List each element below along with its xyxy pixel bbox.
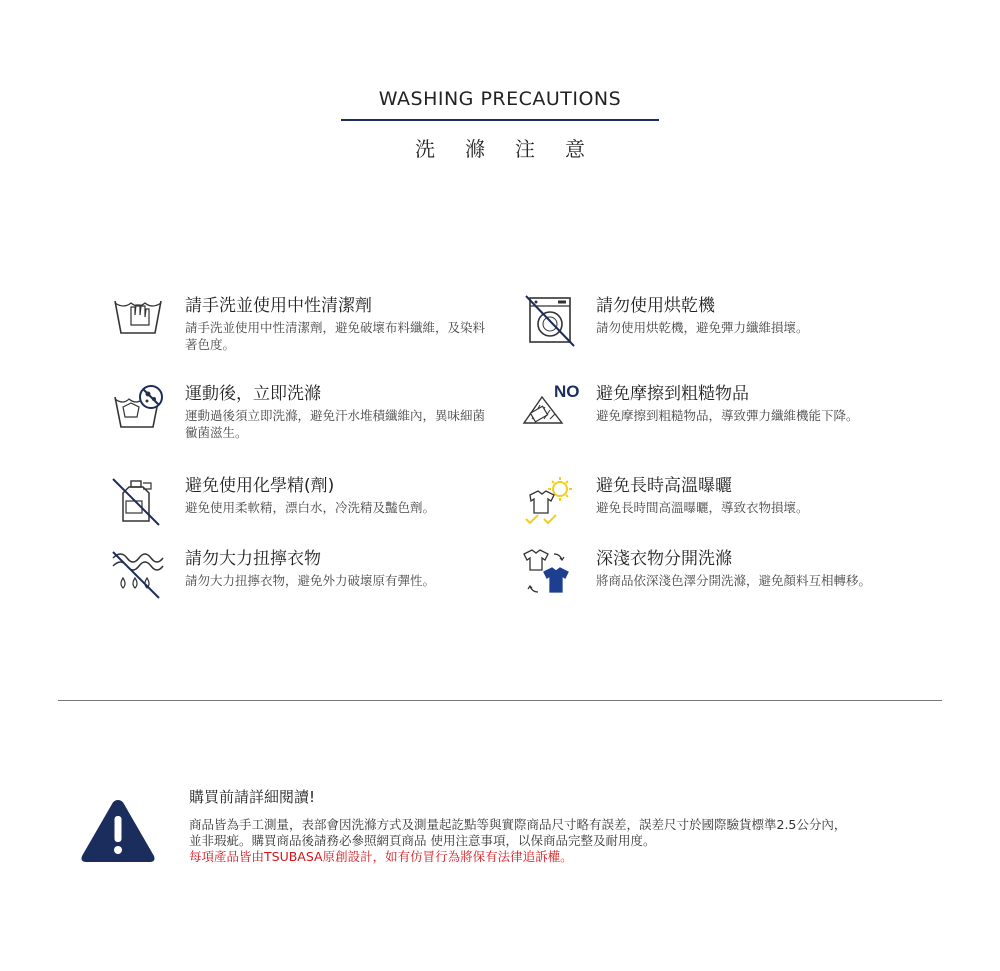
- item-description: 避免摩擦到粗糙物品，導致彈力纖維機能下降。: [596, 408, 859, 423]
- notice-line-1: 商品皆為手工測量，表部會因洗滌方式及測量起訖點等與實際商品尺寸略有誤差，誤差尺寸於國際驗貨標準2.5公分內，: [189, 817, 847, 832]
- notice-title: 購買前請詳細閱讀!: [189, 788, 316, 806]
- item-description: 請勿使用烘乾機，避免彈力纖維損壞。: [596, 320, 809, 335]
- no-chemicals-icon: [109, 475, 171, 529]
- care-item-no-dryer: [596, 295, 906, 336]
- item-description: 避免長時間高溫曝曬，導致衣物損壞。: [596, 500, 809, 515]
- no-sun-exposure-icon: [520, 475, 582, 529]
- purchase-notice: [189, 786, 949, 865]
- item-description: 將商品依深淺色澤分開洗滌，避免顏料互相轉移。: [596, 573, 872, 588]
- title-underline: [341, 119, 659, 121]
- item-title: 請勿大力扭擰衣物: [185, 549, 321, 569]
- item-title: 請勿使用烘乾機: [596, 296, 715, 316]
- item-title: 請手洗並使用中性清潔劑: [185, 296, 372, 316]
- care-item-no-wring: [185, 548, 495, 589]
- item-description: 請手洗並使用中性清潔劑，避免破壞布料纖維，及染料著色度。: [185, 320, 486, 352]
- title-chinese: 洗滌注意: [415, 137, 615, 161]
- care-item-no-chemicals: [185, 475, 495, 516]
- no-wring-icon: [109, 548, 171, 602]
- item-title: 避免摩擦到粗糙物品: [596, 384, 749, 404]
- separate-colors-icon: [520, 548, 582, 602]
- wash-after-exercise-icon: [109, 383, 171, 437]
- hand-wash-icon: [109, 295, 171, 349]
- no-label: NO: [554, 383, 580, 401]
- notice-line-2: 並非瑕疵。購買商品後請務必參照網頁商品 使用注意事項，以保商品完整及耐用度。: [189, 833, 656, 848]
- item-title: 運動後，立即洗滌: [185, 384, 321, 404]
- care-item-wash-after-exercise: [185, 383, 495, 441]
- section-divider: [58, 700, 942, 701]
- item-title: 深淺衣物分開洗滌: [596, 549, 732, 569]
- item-title: 避免使用化學精(劑): [185, 476, 335, 496]
- item-description: 運動過後須立即洗滌，避免汗水堆積纖維內，異味細菌黴菌滋生。: [185, 408, 486, 440]
- page-header: [0, 88, 1000, 162]
- warning-icon: [78, 796, 158, 866]
- item-description: 請勿大力扭擰衣物，避免外力破壞原有彈性。: [185, 573, 436, 588]
- care-item-separate-colors: [596, 548, 906, 589]
- no-rough-surface-icon: [520, 383, 582, 437]
- no-dryer-icon: [520, 295, 582, 349]
- notice-copyright: 每項產品皆由TSUBASA原創設計，如有仿冒行為將保有法律追訴權。: [189, 849, 573, 864]
- care-item-no-rough-surface: [554, 383, 906, 424]
- care-item-no-sun-exposure: [596, 475, 906, 516]
- title-english: WASHING PRECAUTIONS: [378, 88, 622, 110]
- item-description: 避免使用柔軟精，漂白水，冷洗精及豔色劑。: [185, 500, 436, 515]
- care-item-hand-wash: [185, 295, 495, 353]
- item-title: 避免長時高溫曝曬: [596, 476, 732, 496]
